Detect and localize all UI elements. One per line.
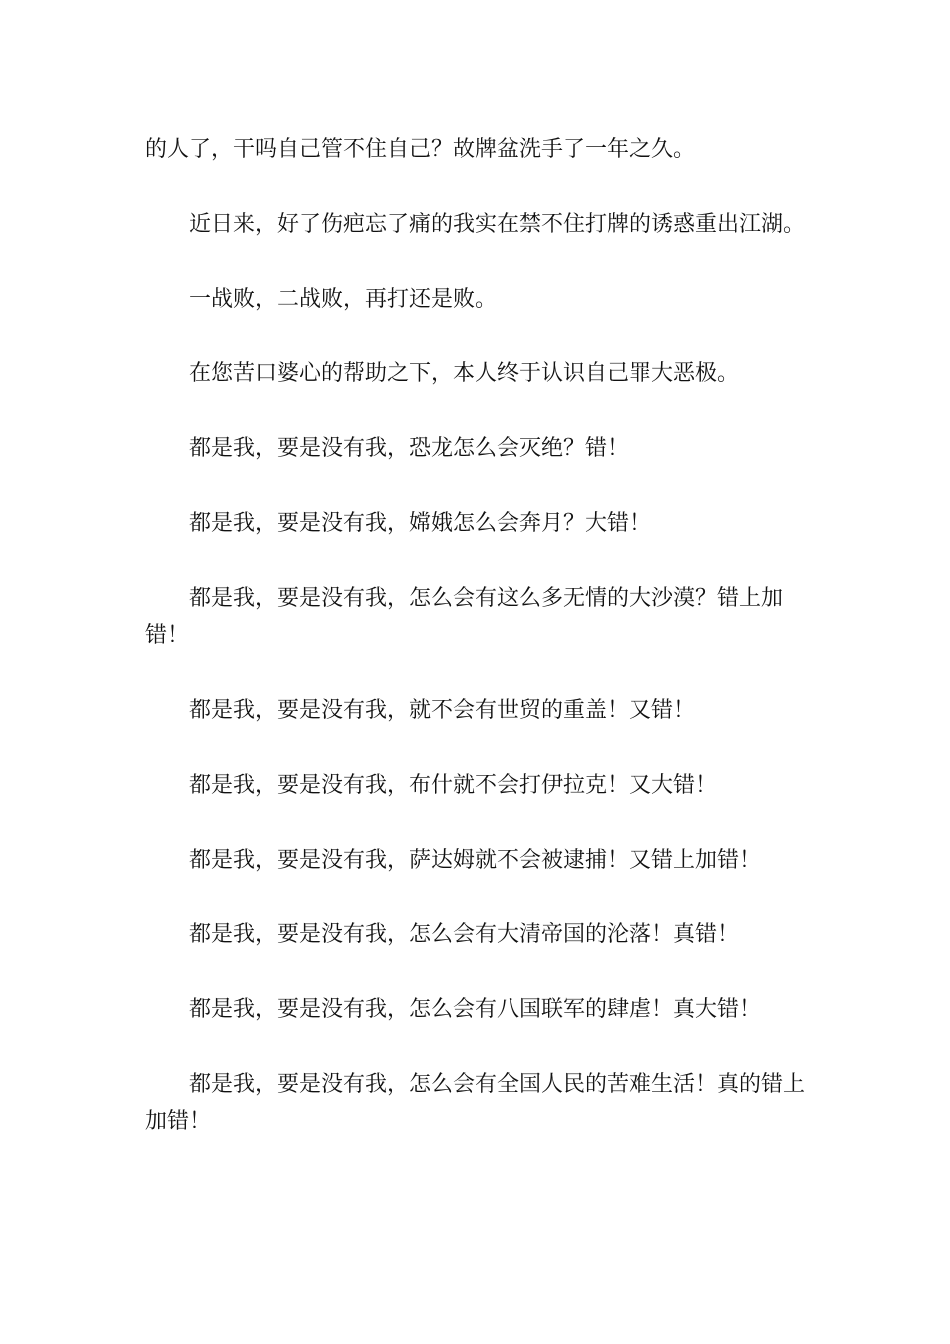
paragraph-11: 都是我，要是没有我，怎么会有大清帝国的沦落！真错！ (189, 922, 740, 948)
paragraph-6: 都是我，要是没有我，嫦娥怎么会奔月？大错！ (189, 510, 652, 536)
paragraph-13: 都是我，要是没有我，怎么会有全国人民的苦难生活！真的错上加错！ (145, 1071, 806, 1135)
paragraph-9: 都是我，要是没有我，布什就不会打伊拉克！又大错！ (189, 772, 718, 798)
paragraph-3: 一战败，二战败，再打还是败。 (189, 286, 498, 312)
paragraph-4: 在您苦口婆心的帮助之下，本人终于认识自己罪大恶极。 (189, 361, 740, 387)
paragraph-8: 都是我，要是没有我，就不会有世贸的重盖！又错！ (189, 697, 696, 723)
paragraph-2: 近日来，好了伤疤忘了痛的我实在禁不住打牌的诱惑重出江湖。 (189, 211, 806, 237)
paragraph-1: 的人了，干吗自己管不住自己？故牌盆洗手了一年之久。 (145, 137, 696, 162)
paragraph-10: 都是我，要是没有我，萨达姆就不会被逮捕！又错上加错！ (189, 847, 762, 873)
document-body (145, 131, 810, 1178)
paragraph-7: 都是我，要是没有我，怎么会有这么多无情的大沙漠？错上加错！ (145, 585, 784, 649)
paragraph-12: 都是我，要是没有我，怎么会有八国联军的肆虐！真大错！ (189, 997, 762, 1023)
paragraph-5: 都是我，要是没有我，恐龙怎么会灭绝？错！ (189, 436, 630, 462)
